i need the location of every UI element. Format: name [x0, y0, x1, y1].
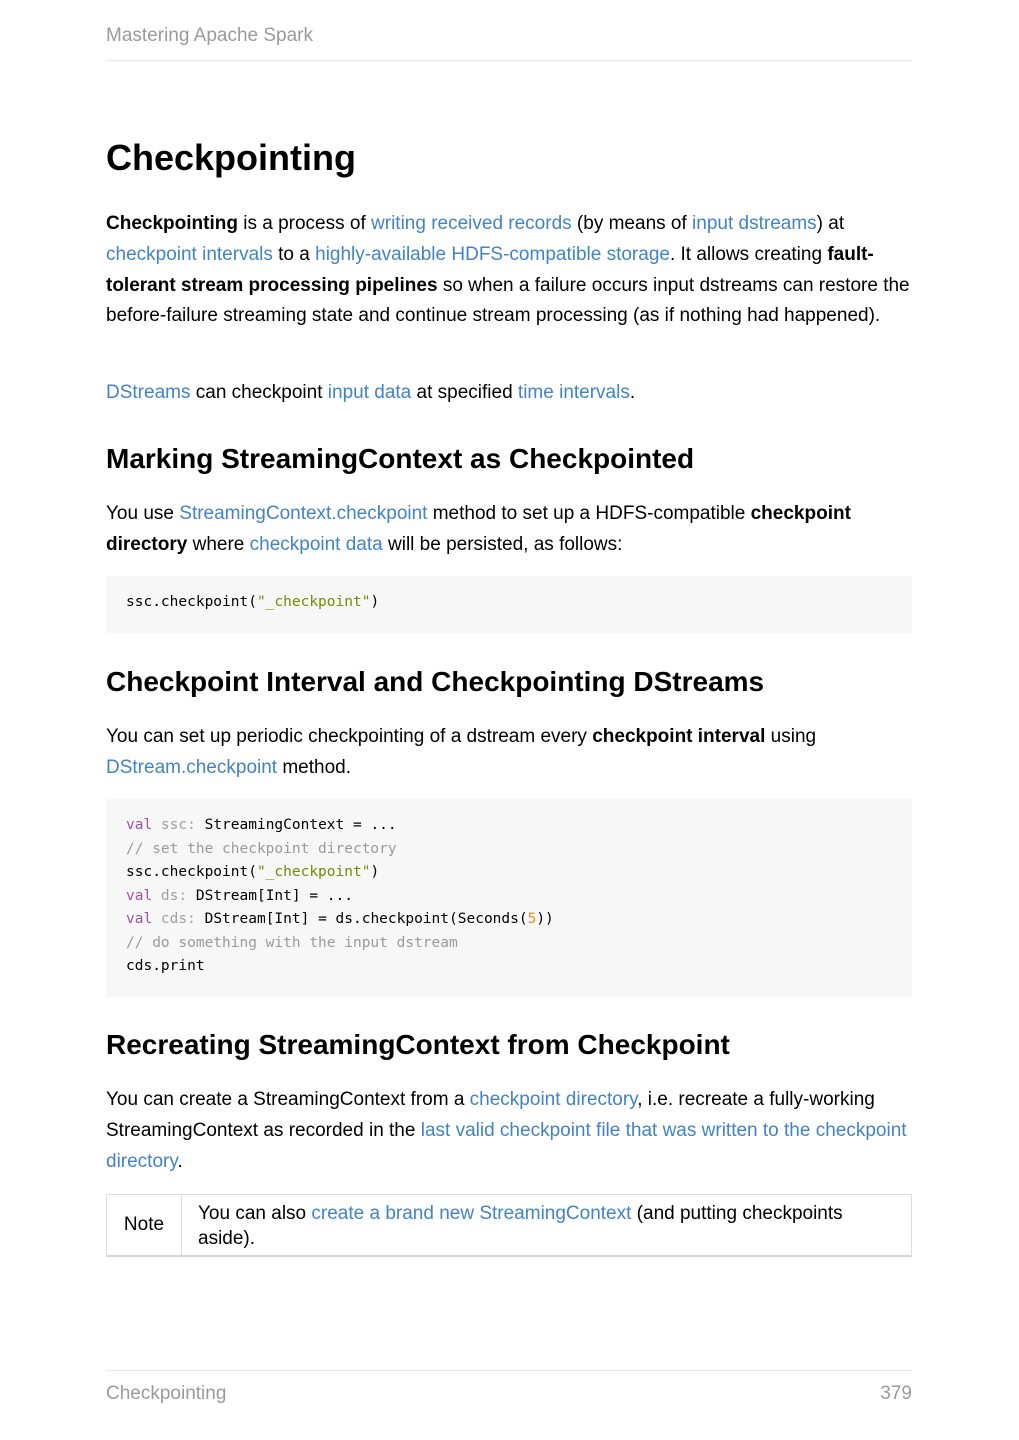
text-run: ) at — [816, 213, 845, 234]
code-token: ) — [370, 594, 380, 610]
code-string: "_checkpoint" — [256, 594, 371, 610]
section3-paragraph — [106, 1085, 912, 1177]
running-header: Mastering Apache Spark — [106, 25, 314, 46]
code-comment: // do something with the input dstream — [126, 934, 458, 951]
section-heading-marking: Marking StreamingContext as Checkpointed — [106, 443, 695, 474]
code-token: ssc.checkpoint( — [126, 594, 257, 610]
link-new-streamingcontext[interactable]: create a brand new StreamingContext — [311, 1203, 632, 1224]
note-label: Note — [107, 1195, 182, 1255]
text-run: You can create a StreamingContext from a — [106, 1089, 470, 1110]
link-last-valid-checkpoint[interactable]: last valid checkpoint file that was written to the checkpoint directory — [106, 1119, 907, 1172]
bold-checkpoint-directory: checkpoint directory — [106, 503, 851, 555]
page-number: 379 — [880, 1383, 912, 1404]
code-comment: // set the checkpoint directory — [126, 840, 397, 857]
code-line — [126, 838, 892, 862]
text-run: method to set up a HDFS-compatible — [427, 503, 751, 524]
text-run: using — [765, 726, 817, 747]
code-token: )) — [536, 911, 554, 927]
code-line — [126, 591, 892, 615]
text-run: to a — [272, 243, 316, 265]
link-hdfs-storage[interactable]: highly-available HDFS-compatible storage — [315, 243, 670, 265]
code-line — [126, 908, 892, 932]
text-run: . — [177, 1150, 183, 1172]
link-input-data[interactable]: input data — [327, 382, 412, 403]
text-run: where — [187, 533, 250, 555]
link-checkpoint-directory[interactable]: checkpoint directory — [469, 1089, 638, 1110]
link-time-intervals[interactable]: time intervals — [517, 382, 630, 403]
section1-paragraph — [106, 499, 912, 561]
code-token: StreamingContext = ... — [195, 817, 397, 833]
section-heading-recreating: Recreating StreamingContext from Checkpoint — [106, 1029, 730, 1060]
text-run: . — [629, 382, 636, 403]
link-streamingcontext-checkpoint[interactable]: StreamingContext.checkpoint — [179, 503, 428, 524]
text-run: (by means of — [571, 213, 693, 234]
link-dstream-checkpoint[interactable]: DStream.checkpoint — [106, 756, 278, 778]
text-run: at specified — [411, 382, 518, 403]
code-token: DStream[Int] = ... — [187, 887, 353, 904]
page-title: Checkpointing — [106, 137, 356, 178]
link-checkpoint-data[interactable]: checkpoint data — [249, 533, 383, 555]
text-run: can checkpoint — [190, 382, 328, 403]
section-heading-interval: Checkpoint Interval and Checkpointing DStreams — [106, 666, 765, 697]
code-block-checkpoint — [106, 576, 912, 633]
link-checkpoint-intervals[interactable]: checkpoint intervals — [106, 243, 273, 265]
bold-fault-tolerant-pipelines: fault-tolerant stream processing pipelines — [106, 243, 874, 296]
dstreams-paragraph — [106, 378, 912, 409]
code-line — [126, 885, 892, 909]
code-identifier: ds: — [152, 887, 188, 904]
note-admonition — [106, 1194, 912, 1257]
note-text — [182, 1195, 911, 1255]
text-run: method. — [277, 756, 352, 778]
code-string: "_checkpoint" — [256, 864, 371, 880]
intro-paragraph — [106, 209, 912, 332]
code-block-dstream — [106, 799, 912, 997]
code-keyword: val — [126, 911, 153, 927]
text-run: so when a failure occurs input dstreams can restore the before-failure streaming state and continue stream processing (as if nothing had happened). — [106, 274, 910, 327]
code-number: 5 — [527, 911, 537, 927]
code-line — [126, 814, 892, 838]
code-keyword: val — [126, 887, 153, 904]
bold-checkpoint-interval: checkpoint interval — [592, 726, 766, 747]
header-divider — [106, 60, 912, 61]
section2-paragraph — [106, 722, 912, 784]
code-line — [126, 861, 892, 885]
text-run: You can set up periodic checkpointing of a dstream every — [106, 726, 593, 747]
code-identifier: ssc: — [152, 817, 196, 833]
text-run: (and putting checkpoints aside). — [198, 1203, 843, 1249]
link-dstreams[interactable]: DStreams — [106, 382, 191, 403]
code-token: ) — [370, 864, 380, 880]
link-input-dstreams[interactable]: input dstreams — [692, 213, 817, 234]
code-token: cds.print — [126, 958, 205, 974]
text-run: You can also — [198, 1203, 312, 1224]
text-run: , i.e. recreate a fully-working StreamingContext as recorded in the — [106, 1089, 875, 1141]
code-keyword: val — [126, 817, 153, 833]
code-line — [126, 955, 892, 979]
text-run: . It allows creating — [669, 243, 828, 265]
footer-chapter-title: Checkpointing — [106, 1383, 227, 1404]
code-token: DStream[Int] = ds.checkpoint(Seconds( — [195, 911, 528, 927]
footer-divider — [106, 1370, 912, 1371]
text-run: will be persisted, as follows: — [382, 533, 623, 555]
link-writing-received-records[interactable]: writing received records — [371, 213, 572, 234]
code-token: ssc.checkpoint( — [126, 864, 257, 880]
code-line — [126, 932, 892, 956]
text-run: is a process of — [237, 213, 372, 234]
term-checkpointing: Checkpointing — [106, 213, 238, 234]
text-run: You use — [106, 503, 180, 524]
code-identifier: cds: — [152, 911, 196, 927]
